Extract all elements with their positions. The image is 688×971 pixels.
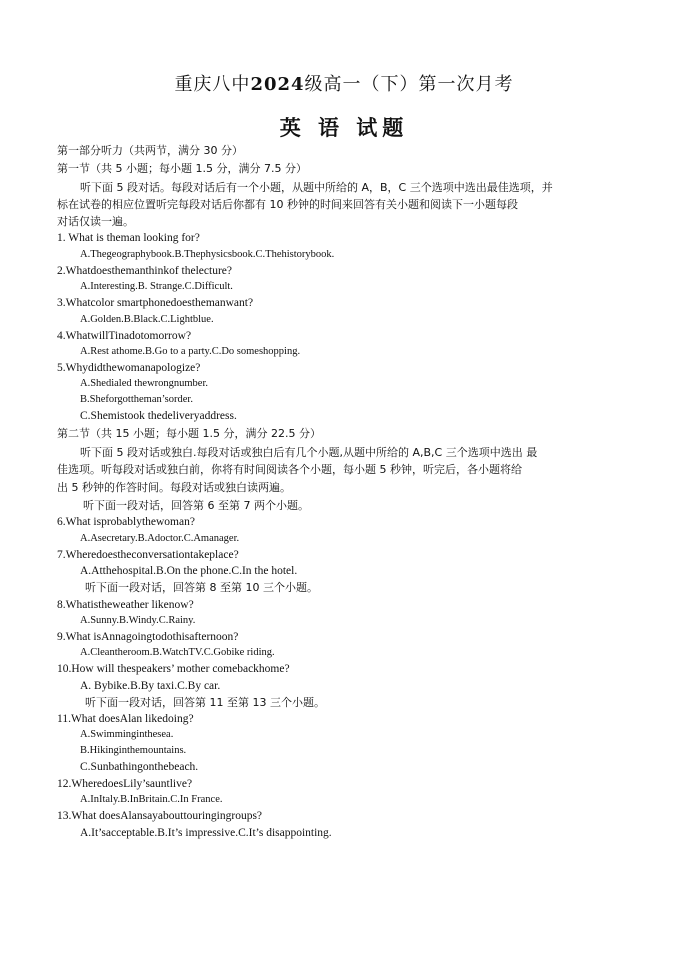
question-9-options: A.Cleantheroom.B.WatchTV.C.Gobike riding. — [80, 647, 275, 658]
question-8-options: A.Sunny.B.Windy.C.Rainy. — [80, 615, 196, 626]
section1-instructions-line2: 标在试卷的相应位置听完每段对话后你都有 10 秒钟的时间来回答有关小题和阅读下一小题每段 — [57, 198, 518, 211]
question-10-stem: 10.How will thespeakers’ mother comebackhome? — [57, 663, 290, 675]
question-5-stem: 5.Whydidthewomanapologize? — [57, 362, 201, 374]
exam-title — [0, 70, 688, 96]
question-8-stem: 8.Whatistheweather likenow? — [57, 599, 194, 611]
part1-heading: 第一部分听力（共两节，满分 30 分） — [57, 144, 243, 157]
section2-heading: 第二节（共 15 小题；每小题 1.5 分，满分 22.5 分） — [57, 427, 321, 440]
exam-title-school: 重庆八中 — [174, 74, 251, 95]
question-5-option-a: A.Shedialed thewrongnumber. — [80, 378, 209, 389]
section2-instructions-line1: 听下面 5 段对话或独白.每段对话或独白后有几个小题,从题中所给的 A,B,C 三个选项中选出 最 — [80, 446, 538, 459]
question-12-options: A.InItaly.B.InBritain.C.In France. — [80, 794, 223, 805]
question-11-stem: 11.What doesAlan likedoing? — [57, 713, 194, 725]
question-9-stem: 9.What isAnnagoingtodothisafternoon? — [57, 631, 239, 643]
question-12-stem: 12.WheredoesLily’sauntlive? — [57, 778, 193, 790]
exam-subtitle: 英 语 试题 — [279, 115, 409, 140]
question-13-stem: 13.What doesAlansayabouttouringingroups? — [57, 810, 263, 822]
question-5-option-b: B.Sheforgottheman’sorder. — [80, 394, 193, 405]
listening-note-6-7: 听下面一段对话，回答第 6 至第 7 两个小题。 — [83, 499, 309, 512]
exam-title-year: 2024 — [250, 74, 305, 95]
question-6-options: A.Asecretary.B.Adoctor.C.Amanager. — [80, 533, 240, 544]
question-13-options: A.It’sacceptable.B.It’s impressive.C.It’s disappointing. — [80, 827, 332, 839]
question-2-options: A.Interesting.B. Strange.C.Difficult. — [80, 281, 233, 292]
section2-instructions-line3: 出 5 秒钟的作答时间。每段对话或独白读两遍。 — [57, 481, 291, 494]
section2-instructions-line2: 佳选项。听每段对话或独白前，你将有时间阅读各个小题，每小题 5 秒钟，听完后，各小题将给 — [57, 463, 522, 476]
question-10-options: A. Bybike.B.By taxi.C.By car. — [80, 680, 221, 692]
listening-note-8-10: 听下面一段对话，回答第 8 至第 10 三个小题。 — [85, 581, 318, 594]
question-11-option-c: C.Sunbathingonthebeach. — [80, 761, 199, 773]
question-4-options: A.Rest athome.B.Go to a party.C.Do someshopping. — [80, 346, 301, 357]
question-11-option-b: B.Hikinginthemountains. — [80, 745, 187, 756]
question-6-stem: 6.What isprobablythewoman? — [57, 516, 195, 528]
section1-instructions-line3: 对话仅读一遍。 — [57, 215, 134, 228]
question-2-stem: 2.Whatdoesthemanthinkof thelecture? — [57, 265, 232, 277]
question-4-stem: 4.WhatwillTinadotomorrow? — [57, 330, 192, 342]
question-1-stem: 1. What is theman looking for? — [57, 232, 200, 244]
question-7-stem: 7.Wheredoestheconversationtakeplace? — [57, 549, 239, 561]
listening-note-11-13: 听下面一段对话，回答第 11 至第 13 三个小题。 — [85, 696, 325, 709]
question-3-stem: 3.Whatcolor smartphonedoesthemanwant? — [57, 297, 254, 309]
exam-title-grade: 级高一（下）第一次月考 — [304, 74, 514, 95]
question-5-option-c: C.Shemistook thedeliveryaddress. — [80, 410, 237, 422]
question-3-options: A.Golden.B.Black.C.Lightblue. — [80, 314, 214, 325]
section1-heading: 第一节（共 5 小题；每小题 1.5 分，满分 7.5 分） — [57, 162, 307, 175]
question-7-options: A.Atthehospital.B.On the phone.C.In the hotel. — [80, 565, 298, 577]
section1-instructions-line1: 听下面 5 段对话。每段对话后有一个小题，从题中所给的 A，B，C 三个选项中选出最佳选项，并 — [80, 181, 553, 194]
question-1-options: A.Thegeographybook.B.Thephysicsbook.C.Thehistorybook. — [80, 249, 335, 260]
question-11-option-a: A.Swimminginthesea. — [80, 729, 174, 740]
